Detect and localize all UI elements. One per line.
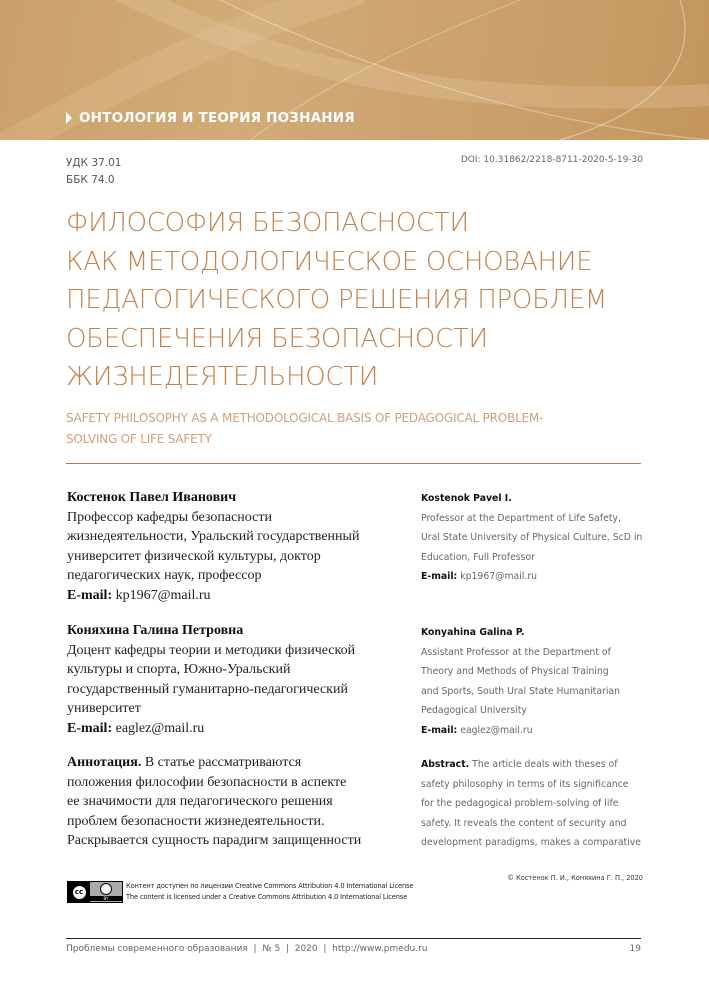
title-line: ЖИЗНЕДЕЯТЕЛЬНОСТИ <box>66 362 379 392</box>
author-affiliation-line: Доцент кафедры теории и методики физической <box>67 642 356 658</box>
section-label <box>66 110 355 126</box>
person-icon <box>100 883 112 895</box>
author-affiliation-line: Assistant Professor at the Department of <box>421 646 611 658</box>
udk-code: УДК 37.01 <box>66 157 122 169</box>
email-label: E-mail: <box>67 720 113 736</box>
author-affiliation-line: Education, Full Professor <box>421 551 535 563</box>
license-ru: Контент доступен по лицензии Creative Commons Attribution 4.0 International License <box>126 882 414 890</box>
section-banner <box>0 0 709 140</box>
author-affiliation-line: Professor at the Department of Life Safety, <box>421 512 621 524</box>
author-affiliation-line: жизнедеятельности, Уральский государственный <box>67 529 360 544</box>
abstract-label: Аннотация. <box>67 755 142 770</box>
email-link[interactable]: kp1967@mail.ru <box>115 587 211 603</box>
email-link[interactable]: eaglez@mail.ru <box>115 720 205 736</box>
article-title-ru <box>66 204 656 397</box>
section-title: ОНТОЛОГИЯ И ТЕОРИЯ ПОЗНАНИЯ <box>79 110 355 126</box>
abstract-label: Abstract. <box>421 759 470 770</box>
abstract-text: The article deals with theses of <box>469 759 618 770</box>
email-label: E-mail: <box>67 587 113 603</box>
abstract-line: ее значимости для педагогического решения <box>67 794 333 809</box>
by-label: BY <box>90 896 122 901</box>
article-title-en <box>66 408 626 450</box>
copyright: © Костенок П. И., Коняхина Г. П., 2020 <box>507 874 643 882</box>
footer-divider <box>66 938 641 939</box>
subtitle-line: SAFETY PHILOSOPHY AS A METHODOLOGICAL BASIS OF PEDAGOGICAL PROBLEM- <box>66 411 544 425</box>
author-affiliation-line: Theory and Methods of Physical Training <box>421 666 609 677</box>
footer-journal-info: Проблемы современного образования | № 5 | 2020 | http://www.pmedu.ru <box>66 944 428 954</box>
author-name: Kostenok Pavel I. <box>421 493 512 504</box>
email-label: E-mail: <box>421 724 458 736</box>
author-affiliation-line: Профессор кафедры безопасности <box>67 509 272 525</box>
abstract-text: В статье рассматриваются <box>141 755 302 770</box>
author-2-ru <box>67 621 412 738</box>
abstract-ru <box>67 753 412 851</box>
author-affiliation-line: педагогических наук, профессор <box>67 568 262 583</box>
cc-icon: cc <box>68 882 90 902</box>
author-affiliation-line: университет физической культуры, доктор <box>67 548 321 564</box>
abstract-line: development paradigms, makes a comparative <box>421 837 641 848</box>
author-affiliation-line: and Sports, South Ural State Humanitarian <box>421 685 621 697</box>
doi: DOI: 10.31862/2218-8711-2020-5-19-30 <box>460 155 643 165</box>
author-affiliation-line: культуры и спорта, Южно-Уральский <box>67 662 291 677</box>
page-number: 19 <box>629 944 641 954</box>
author-1-ru <box>67 488 412 605</box>
license-en: The content is licensed under a Creative Commons Attribution 4.0 International License <box>126 892 408 901</box>
abstract-en <box>421 755 653 853</box>
bbk-code: ББК 74.0 <box>66 174 115 186</box>
title-line: КАК МЕТОДОЛОГИЧЕСКОЕ ОСНОВАНИЕ <box>66 246 593 277</box>
abstract-line: for the pedagogical problem-solving of life <box>421 798 619 809</box>
title-line: ОБЕСПЕЧЕНИЯ БЕЗОПАСНОСТИ <box>66 323 488 354</box>
email-label: E-mail: <box>421 571 458 582</box>
subtitle-line: SOLVING OF LIFE SAFETY <box>66 432 212 446</box>
author-affiliation-line: государственный гуманитарно-педагогический <box>67 681 348 697</box>
author-1-en <box>421 489 653 587</box>
classification-codes <box>66 155 121 189</box>
title-line: ФИЛОСОФИЯ БЕЗОПАСНОСТИ <box>66 208 469 238</box>
author-affiliation-line: Ural State University of Physical Culture, ScD in <box>421 532 643 543</box>
abstract-line: safety philosophy in terms of its significance <box>421 778 629 790</box>
abstract-line: положения философии безопасности в аспекте <box>67 774 347 790</box>
author-affiliation-line: университет <box>67 701 141 716</box>
abstract-line: проблем безопасности жизнедеятельности. <box>67 813 325 829</box>
license-text <box>126 881 413 902</box>
attribution-icon <box>90 882 122 902</box>
title-line: ПЕДАГОГИЧЕСКОГО РЕШЕНИЯ ПРОБЛЕМ <box>66 285 608 315</box>
abstract-line: Раскрывается сущность парадигм защищенности <box>67 833 362 848</box>
author-affiliation-line: Pedagogical University <box>421 705 527 716</box>
author-2-en <box>421 623 653 740</box>
author-name: Костенок Павел Иванович <box>67 490 237 505</box>
triangle-right-icon <box>66 112 72 124</box>
email-link[interactable]: eaglez@mail.ru <box>460 724 533 736</box>
divider <box>66 463 641 464</box>
email-link[interactable]: kp1967@mail.ru <box>460 571 538 582</box>
author-name: Konyahina Galina P. <box>421 627 525 638</box>
cc-by-badge[interactable] <box>67 881 123 903</box>
author-name: Коняхина Галина Петровна <box>67 623 244 638</box>
abstract-line: safety. It reveals the content of security and <box>421 817 627 829</box>
